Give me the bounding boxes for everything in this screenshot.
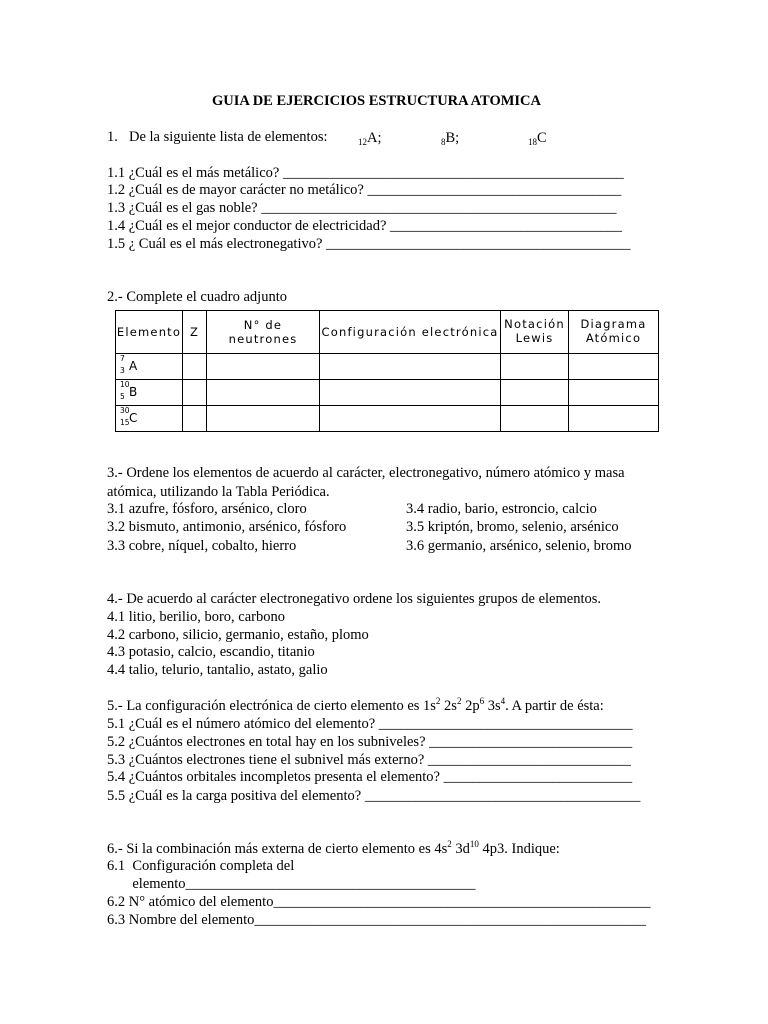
q5-item: 5.4 ¿Cuántos orbitales incompletos presenta el elemento? __________________________ (107, 769, 633, 785)
q3-line1: 3.- Ordene los elementos de acuerdo al carácter, electronegativo, número atómico y masa (107, 465, 625, 481)
header-elemento: Elemento (116, 311, 183, 354)
table-cell[interactable] (183, 354, 207, 380)
q4-item: 4.4 talio, telurio, tantalio, astato, galio (107, 662, 328, 678)
q3-item: 3.6 germanio, arsénico, selenio, bromo (406, 538, 632, 554)
q4-item: 4.2 carbono, silicio, germanio, estaño, plomo (107, 627, 369, 643)
table-cell[interactable] (569, 380, 659, 406)
table-row (116, 406, 659, 432)
q3-item: 3.5 kriptón, bromo, selenio, arsénico (406, 519, 619, 535)
q6-item: 6.2 N° atómico del elemento____________________________________________________ (107, 894, 651, 910)
q5-item: 5.5 ¿Cuál es la carga positiva del elemento? ______________________________________ (107, 788, 641, 804)
q4-text: 4.- De acuerdo al carácter electronegativo ordene los siguientes grupos de elementos. (107, 591, 602, 607)
q1-item: 1.3 ¿Cuál es el gas noble? _________________________________________________ (107, 200, 617, 216)
table-cell[interactable] (320, 406, 501, 432)
q5-item: 5.2 ¿Cuántos electrones en total hay en los subniveles? ____________________________ (107, 734, 633, 750)
table-cell[interactable] (501, 406, 569, 432)
q5-item: 5.3 ¿Cuántos electrones tiene el subnivel más externo? ____________________________ (107, 752, 631, 768)
header-notacion-lewis: Notación Lewis (501, 311, 569, 354)
q1-element-a: $_{12}$A; (358, 130, 382, 147)
q1-text: De la siguiente lista de elementos: (129, 129, 328, 145)
q3-item: 3.3 cobre, níquel, cobalto, hierro (107, 538, 297, 554)
q3-line2: atómica, utilizando la Tabla Periódica. (107, 484, 330, 500)
table-cell[interactable] (183, 380, 207, 406)
q5-text: 5.- La configuración electrónica de cierto elemento es $1s^2$ $2s^2$ $2p^6$ $3s^4$. A partir de ésta: (107, 696, 604, 714)
q6-item: 6.1 Configuración completa del (107, 858, 295, 874)
table-cell[interactable] (501, 354, 569, 380)
header-diagrama-atomico: Diagrama Atómico (569, 311, 659, 354)
q6-item: 6.3 Nombre del elemento______________________________________________________ (107, 912, 646, 928)
q1-item: 1.1 ¿Cuál es el más metálico? _______________________________________________ (107, 165, 624, 181)
q1-element-c: $_{18}$C (528, 130, 547, 147)
q3-item: 3.2 bismuto, antimonio, arsénico, fósforo (107, 519, 347, 535)
table-cell[interactable] (207, 354, 320, 380)
table-cell[interactable] (207, 380, 320, 406)
q6-item: elemento________________________________________ (107, 876, 476, 892)
page-title: GUIA DE EJERCICIOS ESTRUCTURA ATOMICA (212, 93, 542, 109)
element-table (115, 310, 659, 432)
q4-item: 4.3 potasio, calcio, escandio, titanio (107, 644, 315, 660)
table-cell[interactable] (207, 406, 320, 432)
q3-item: 3.4 radio, bario, estroncio, calcio (406, 501, 597, 517)
header-configuracion: Configuración electrónica (320, 311, 501, 354)
table-cell[interactable] (569, 406, 659, 432)
q1-number: 1. (107, 129, 118, 145)
q1-item: 1.4 ¿Cuál es el mejor conductor de electricidad? ________________________________ (107, 218, 623, 234)
q6-text: 6.- Si la combinación más externa de cierto elemento es $4s^2$ $3d^{10}$ 4p3. Indique: (107, 839, 560, 857)
q5-item: 5.1 ¿Cuál es el número atómico del elemento? ___________________________________ (107, 716, 633, 732)
q1-item: 1.2 ¿Cuál es de mayor carácter no metálico? ___________________________________ (107, 182, 622, 198)
q1-element-b: $_8$B; (441, 130, 460, 147)
q2-text: 2.- Complete el cuadro adjunto (107, 289, 287, 305)
table-cell[interactable] (501, 380, 569, 406)
table-row (116, 354, 659, 380)
q1-item: 1.5 ¿ Cuál es el más electronegativo? __________________________________________ (107, 236, 631, 252)
q4-item: 4.1 litio, berilio, boro, carbono (107, 609, 285, 625)
table-cell[interactable] (569, 354, 659, 380)
isotope-cell: 10 5 B (116, 380, 183, 406)
isotope-cell: 7 3 A (116, 354, 183, 380)
header-neutrones: N° de neutrones (207, 311, 320, 354)
table-row (116, 380, 659, 406)
isotope-cell: 30 15 C (116, 406, 183, 432)
q3-item: 3.1 azufre, fósforo, arsénico, cloro (107, 501, 307, 517)
header-z: Z (183, 311, 207, 354)
table-cell[interactable] (183, 406, 207, 432)
table-header-row (116, 311, 659, 354)
table-cell[interactable] (320, 380, 501, 406)
table-cell[interactable] (320, 354, 501, 380)
